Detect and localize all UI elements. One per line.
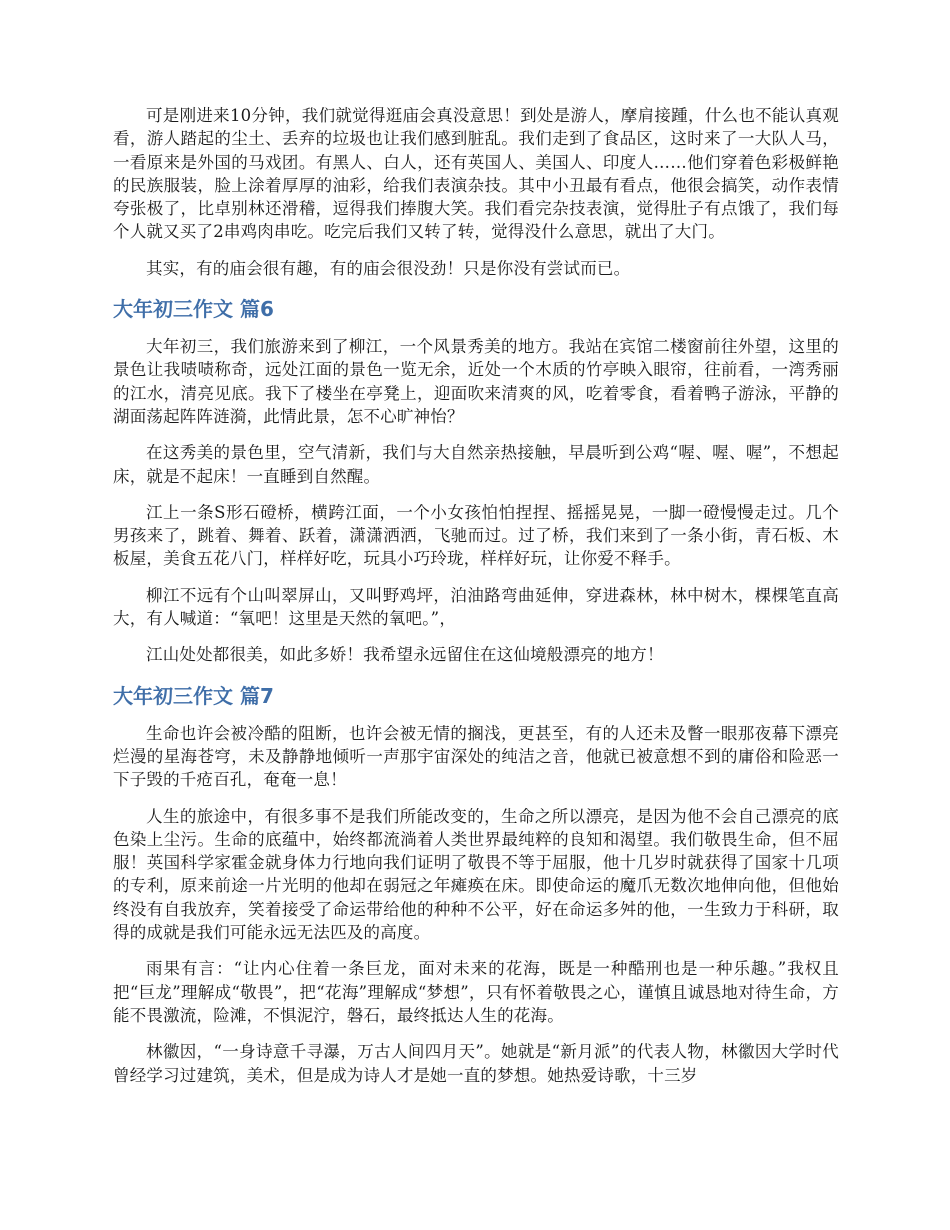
- section-6-paragraph-4: 柳江不远有个山叫翠屏山，又叫野鸡坪，泊油路弯曲延伸，穿进森林，林中树木，棵棵笔直高大，有人喊道：“氧吧！这里是天然的氧吧。”，: [113, 585, 839, 629]
- intro-paragraph-2: 其实，有的庙会很有趣，有的庙会很没劲！只是你没有尝试而已。: [146, 258, 631, 278]
- document-page: [113, 104, 839, 1100]
- section-7-paragraph-2: 人生的旅途中，有很多事不是我们所能改变的，生命之所以漂亮，是因为他不会自己漂亮的底色染上尘污。生命的底蕴中，始终都流淌着人类世界最纯粹的良知和渴望。我们敬畏生命，但不屈服！英国科学家霍金就身体力行地向我们证明了敬畏不等于屈服，他十几岁时就获得了国家十几项的专利，原来前途一片光明的他却在弱冠之年瘫痪在床。即使命运的魔爪无数次地伸向他，但他始终没有自我放弃，笑着接受了命运带给他的种种不公平，好在命运多舛的他，一生致力于科研，取得的成就是我们可能永远无法匹及的高度。: [113, 806, 839, 943]
- section-6-title: 大年初三作文 篇6: [113, 297, 274, 322]
- section-6-paragraph-2: 在这秀美的景色里，空气清新，我们与大自然亲热接触，早晨听到公鸡“喔、喔、喔”，不想起床，就是不起床！一直睡到自然醒。: [113, 443, 839, 486]
- section-6-paragraph-3: 江上一条S形石磴桥，横跨江面，一个小女孩怕怕捏捏、摇摇晃晃，一脚一磴慢慢走过。几个男孩来了，跳着、舞着、跃着，潇潇洒洒，飞驰而过。过了桥，我们来到了一条小街，青石板、木板屋，美食五花八门，样样好吃，玩具小巧玲珑，样样好玩，让你爱不释手。: [113, 502, 839, 569]
- intro-paragraph-1: 可是刚进来10分钟，我们就觉得逛庙会真没意思！到处是游人，摩肩接踵，什么也不能认真观看，游人踏起的尘土、丢弃的垃圾也让我们感到脏乱。我们走到了食品区，这时来了一大队人马，一看原来是外国的马戏团。有黑人、白人，还有英国人、美国人、印度人……他们穿着色彩极鲜艳的民族服装，脸上涂着厚厚的油彩，给我们表演杂技。其中小丑最有看点，他很会搞笑，动作表情夸张极了，比卓别林还滑稽，逗得我们捧腹大笑。我们看完杂技表演，觉得肚子有点饿了，我们每个人就又买了2串鸡肉串吃。吃完后我们又转了转，觉得没什么意思，就出了大门。: [113, 106, 839, 242]
- section-7-paragraph-1: 生命也许会被冷酷的阻断，也许会被无情的搁浅，更甚至，有的人还未及瞥一眼那夜幕下漂亮烂漫的星海苍穹，未及静静地倾听一声那宇宙深处的纯洁之音，他就已被意想不到的庸俗和险恶一下子毁的千疮百孔，奄奄一息！: [113, 723, 839, 790]
- section-7-title: 大年初三作文 篇7: [113, 683, 274, 708]
- section-7-paragraph-4: 林徽因，“一身诗意千寻瀑，万古人间四月天”。她就是“新月派”的代表人物，林徽因大学时代曾经学习过建筑，美术，但是成为诗人才是她一直的梦想。她热爱诗歌，十三岁: [113, 1042, 839, 1085]
- section-7-paragraph-3: 雨果有言：“让内心住着一条巨龙，面对未来的花海，既是一种酷刑也是一种乐趣。”我权且把“巨龙”理解成“敬畏”，把“花海”理解成“梦想”，只有怀着敬畏之心，谨慎且诚恳地对待生命，方能不畏激流，险滩，不惧泥泞，磐石，最终抵达人生的花海。: [113, 959, 839, 1025]
- section-6-paragraph-1: 大年初三，我们旅游来到了柳江，一个风景秀美的地方。我站在宾馆二楼窗前往外望，这里的景色让我啧啧称奇，远处江面的景色一览无余，近处一个木质的竹亭映入眼帘，往前看，一湾秀丽的江水，清亮见底。我下了楼坐在亭凳上，迎面吹来清爽的风，吃着零食，看着鸭子游泳，平静的湖面荡起阵阵涟漪，此情此景，怎不心旷神怡？: [113, 337, 839, 426]
- section-6-paragraph-5: 江山处处都很美，如此多娇！我希望永远留住在这仙境般漂亮的地方！: [146, 645, 664, 665]
